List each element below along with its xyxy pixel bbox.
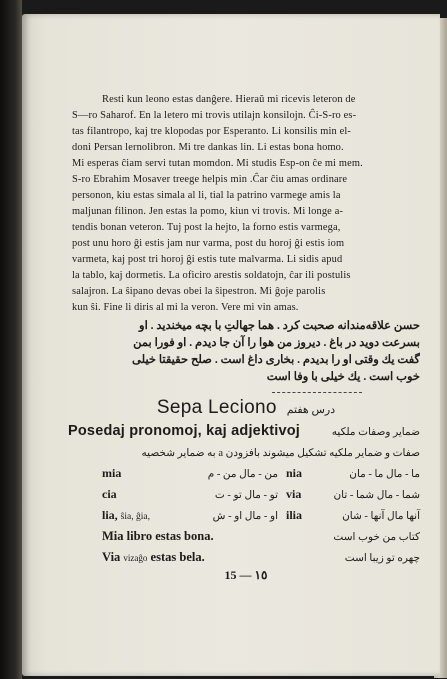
pronoun-esperanto: cia (102, 487, 117, 501)
example-persian: چهره تو زیبا است (344, 553, 420, 564)
text-line: doni Persan lernolibron. Mi tre dankas lin. Li estas bona homo. (72, 142, 344, 153)
pronoun-esperanto: mia (102, 466, 122, 480)
persian-line: خوب است . یك خیلی با وفا است (266, 371, 420, 383)
persian-line: گفت یك وقتی او را بدیدم . بخاری داغ است . صلح حقیقتا خیلی (132, 354, 420, 366)
text-line: S—ro Saharof. En la letero mi trovis utilajn konsilojn. Ĉi-S-ro es- (72, 110, 357, 121)
example-persian: کتاب من خوب است (333, 532, 420, 543)
lesson-subtitle-persian: ضمایر وصفات ملکیه (331, 427, 420, 438)
persian-line: حسن علاقه‌مندانه صحبت کرد . هما جهالتِ با بچه میخندید . او (139, 320, 420, 332)
text-line: tas filantropo, kaj tre klopodas por Esperanto. Li konsilis min el- (72, 126, 351, 137)
pronoun-persian-plural: شما - مال شما - تان (333, 490, 420, 501)
section-divider (272, 392, 362, 393)
lesson-heading (72, 397, 420, 423)
pronoun-persian: او - مال او - ش (212, 511, 278, 522)
text-line: la tablo, kaj dormetis. La oficiro arestis soldatojn, ĉar ili postulis (72, 270, 351, 281)
lesson-title-persian: درس هفتم (286, 404, 336, 416)
pronoun-row (72, 505, 420, 526)
pronoun-persian: من - مال من - م (207, 469, 278, 480)
pronoun-esperanto: lia, ŝia, ĝia, (102, 508, 150, 522)
pronoun-table (72, 463, 420, 526)
pronoun-row (72, 484, 420, 505)
page-content (68, 92, 420, 584)
esperanto-paragraph (72, 92, 420, 316)
pronoun-persian: تو - مال تو - ت (214, 490, 278, 501)
pronoun-esperanto-plural: via (286, 487, 302, 501)
pronoun-row (72, 463, 420, 484)
pronoun-persian-plural: ما - مال ما - مان (349, 469, 420, 480)
example-esperanto: Mia libro estas bona. (102, 529, 214, 543)
pronoun-esperanto-plural: nia (286, 466, 303, 480)
persian-paragraph (72, 318, 420, 386)
text-line: S-ro Ebrahim Mosaver treege helpis min .Ĉar ĉiu amas ordinare (72, 174, 348, 185)
text-line: kun ŝi. Fine li diris al mi la veron. Vere mi vin amas. (72, 302, 299, 313)
text-line: varmeta, kaj post tri horoj ĝi estis tute malvarma. Li sidis apud (72, 254, 343, 265)
pronoun-persian-plural: آنها مال آنها - شان (342, 511, 420, 522)
lesson-title: Sepa Leciono (156, 397, 277, 418)
text-line: tendis bonan veteron. Tuj post la hejto, la forno estis varmega, (72, 222, 341, 233)
lesson-subtitle: Posedaj pronomoj, kaj adjektivoj (68, 423, 301, 439)
text-line: maljunan filinon. Jen estas la pomo, kiun vi trovis. Mi longe a- (72, 206, 344, 217)
example-esperanto: Via vizaĝo estas bela. (102, 550, 205, 564)
page-number: 15 — ١٥ (224, 568, 268, 582)
book-binding (0, 0, 22, 679)
text-line: Resti kun leono estas danĝere. Hieraŭ mi ricevis leteron de (102, 94, 356, 105)
text-line: post unu horo ĝi estis jam nur varma, post du horoj ĝi estis iom (72, 238, 345, 249)
text-line: Mi esperas ĉiam servi tutan momdon. Mi studis Esp-on ĉe mi mem. (72, 158, 363, 169)
persian-line: بسرعت دوید در باغ . دیروز من هوا را آن جا دیدم . او فورا بمن (133, 337, 420, 349)
grammar-explanation-persian: صفات و ضمایر ملکیه تشکیل میشوند بافزودن a به ضمایر شخصیه (141, 448, 420, 459)
text-line: salajron. La ŝipano devas obei la ŝipestron. Mi ĝoje parolis (72, 286, 326, 297)
lesson-subtitle-row (68, 423, 420, 445)
pronoun-esperanto-plural: ilia (286, 508, 303, 522)
example-row (72, 547, 420, 568)
example-row (72, 526, 420, 547)
text-line: personon, kiu estas simala al li, tial la patrino varmege amis la (72, 190, 341, 201)
